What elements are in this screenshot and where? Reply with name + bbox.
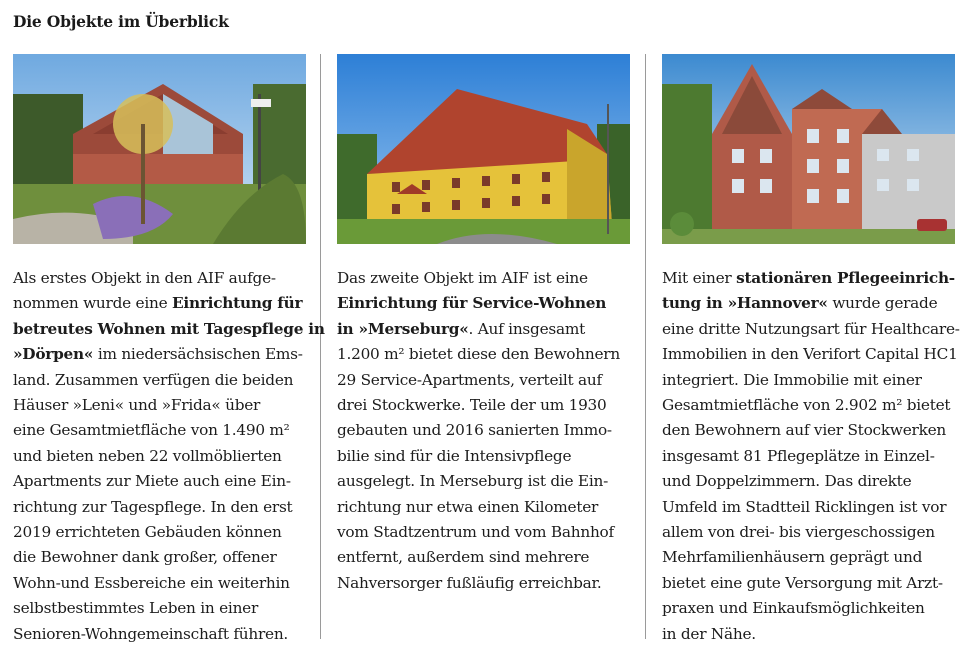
text-run: 1.200 m² bietet diese den Bewohnern <box>337 345 620 364</box>
text-line <box>662 368 962 393</box>
photo-hannover <box>662 54 955 244</box>
text-line <box>13 520 313 545</box>
text-line <box>13 495 313 520</box>
column-doerpen <box>13 54 325 647</box>
text-run: Wohn-und Essbereiche ein weiterhin <box>13 573 290 592</box>
text-line <box>13 317 325 342</box>
text-run: die Bewohner dank großer, offener <box>13 548 277 567</box>
text-line <box>337 571 637 596</box>
photo-doerpen <box>13 54 306 244</box>
text-line <box>662 393 962 418</box>
text-line <box>337 393 637 418</box>
text-line <box>13 469 313 494</box>
bold-run: betreutes Wohnen mit Tagespflege in <box>13 319 325 338</box>
bold-run: Einrichtung für <box>172 294 303 313</box>
bold-run: tung in »Hannover« <box>662 294 828 313</box>
text-run: nommen wurde eine <box>13 294 173 313</box>
text-run: eine dritte Nutzungsart für Healthcare- <box>662 319 960 338</box>
bold-run: in »Merseburg« <box>337 319 469 338</box>
text-line <box>662 291 962 316</box>
text-run: richtung nur etwa einen Kilometer <box>337 497 599 516</box>
text-line <box>662 545 962 570</box>
text-run: im niedersächsischen Ems- <box>93 345 303 364</box>
text-hannover <box>662 266 962 647</box>
text-run: Umfeld im Stadtteil Ricklingen ist vor <box>662 497 947 516</box>
text-run: vom Stadtzentrum und vom Bahnhof <box>337 523 614 542</box>
text-line <box>13 444 313 469</box>
text-run: und Doppelzimmern. Das direkte <box>662 472 912 491</box>
text-line <box>662 571 962 596</box>
bold-run: »Dörpen« <box>13 345 94 364</box>
text-line <box>337 545 637 570</box>
text-run: . Auf insgesamt <box>468 319 585 338</box>
text-run: Immobilien in den Verifort Capital HC1 <box>662 345 958 364</box>
text-line <box>662 622 962 647</box>
text-run: Mehrfamilienhäusern geprägt und <box>662 548 923 567</box>
column-divider <box>320 54 321 639</box>
column-hannover <box>662 54 962 647</box>
text-run: Apartments zur Miete auch eine Ein- <box>13 472 291 491</box>
text-line <box>13 596 313 621</box>
bold-run: stationären Pflegeeinrich- <box>736 269 955 287</box>
text-run: bietet eine gute Versorgung mit Arzt- <box>662 573 943 592</box>
text-line <box>337 418 637 443</box>
text-run: richtung zur Tagespflege. In den erst <box>13 497 293 516</box>
text-line <box>662 596 962 621</box>
text-run: insgesamt 81 Pflegeplätze in Einzel- <box>662 446 935 465</box>
text-run: gebauten und 2016 sanierten Immo- <box>337 421 612 440</box>
text-run: in der Nähe. <box>662 624 756 643</box>
text-line <box>337 495 637 520</box>
text-line <box>13 291 313 316</box>
text-merseburg <box>337 266 637 596</box>
text-line <box>13 266 313 291</box>
column-divider <box>645 54 646 639</box>
text-line <box>13 571 313 596</box>
text-run: Gesamtmietfläche von 2.902 m² bietet <box>662 396 951 415</box>
column-merseburg <box>337 54 637 596</box>
photo-merseburg <box>337 54 630 244</box>
text-run: Senioren-Wohngemeinschaft führen. <box>13 624 289 643</box>
text-run: wurde gerade <box>827 294 938 313</box>
text-line <box>13 545 313 570</box>
text-line <box>662 469 962 494</box>
bold-run: Einrichtung für Service-Wohnen <box>337 294 607 313</box>
text-run: allem von drei- bis viergeschossigen <box>662 523 935 542</box>
text-line <box>662 495 962 520</box>
text-run: 2019 errichteten Gebäuden können <box>13 523 282 542</box>
text-run: Das zweite Objekt im AIF ist eine <box>337 269 588 287</box>
text-run: Als erstes Objekt in den AIF aufge- <box>13 269 276 287</box>
text-line <box>337 291 637 316</box>
text-line <box>662 317 962 342</box>
text-line <box>337 520 637 545</box>
text-run: Mit einer <box>662 269 737 287</box>
text-line <box>13 622 313 647</box>
text-line <box>662 418 962 443</box>
text-run: Häuser »Leni« und »Frida« über <box>13 396 261 415</box>
text-run: selbstbestimmtes Leben in einer <box>13 599 259 618</box>
text-run: integriert. Die Immobilie mit einer <box>662 370 922 389</box>
text-line <box>337 368 637 393</box>
text-run: drei Stockwerke. Teile der um 1930 <box>337 396 607 415</box>
text-run: ausgelegt. In Merseburg ist die Ein- <box>337 472 609 491</box>
text-run: den Bewohnern auf vier Stockwerken <box>662 421 947 440</box>
text-line <box>337 266 637 291</box>
text-run: praxen und Einkaufsmöglichkeiten <box>662 599 925 618</box>
text-line <box>337 444 637 469</box>
text-line <box>13 342 313 367</box>
page-title: Die Objekte im Überblick <box>13 12 229 31</box>
text-line <box>13 368 313 393</box>
text-line <box>337 469 637 494</box>
text-line <box>662 444 962 469</box>
text-run: entfernt, außerdem sind mehrere <box>337 548 590 567</box>
text-line <box>13 393 313 418</box>
text-run: bilie sind für die Intensivpflege <box>337 446 572 465</box>
text-run: Nahversorger fußläufig erreichbar. <box>337 573 602 592</box>
text-line <box>337 342 637 367</box>
text-line <box>337 317 637 342</box>
text-run: land. Zusammen verfügen die beiden <box>13 370 294 389</box>
text-run: und bieten neben 22 vollmöblierten <box>13 446 282 465</box>
text-line <box>13 418 313 443</box>
text-line <box>662 342 962 367</box>
text-line <box>662 520 962 545</box>
text-line <box>662 266 962 291</box>
text-run: eine Gesamtmietfläche von 1.490 m² <box>13 421 290 440</box>
text-doerpen <box>13 266 325 647</box>
text-run: 29 Service-Apartments, verteilt auf <box>337 370 602 389</box>
